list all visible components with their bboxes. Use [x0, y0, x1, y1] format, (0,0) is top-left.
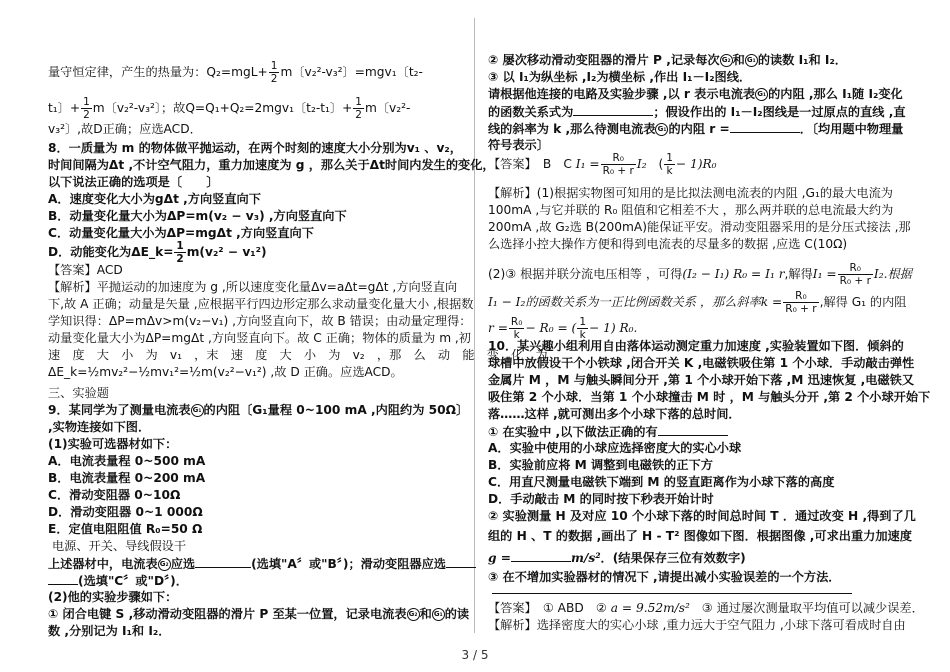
- ammeter-g1-icon: G₁: [755, 88, 768, 101]
- question-8-line: 时间间隔为Δt ,不计空气阻力，重力加速度为 g ，那么关于Δt时间内发生的变化，: [48, 158, 495, 172]
- option-a: A．电流表量程 0~500 mA: [48, 454, 206, 468]
- fraction: [783, 290, 818, 315]
- formula: − R₀ = (: [525, 321, 577, 335]
- option-b: B．电流表量程 0~200 mA: [48, 471, 206, 485]
- text-line: v₃²〕,故D正确；应选ACD．: [48, 122, 202, 136]
- text: ；假设作出的 I₁－I₂图线是一过原点的直线 ,直: [653, 105, 906, 119]
- formula: k =: [760, 295, 783, 309]
- ammeter-g1-icon: G₁: [432, 608, 445, 621]
- text: 上述器材中，电流表: [48, 557, 158, 571]
- question-9-line: ,实物连接如下图．: [48, 420, 151, 434]
- denominator: k: [666, 165, 673, 177]
- numerator: R₀: [510, 316, 523, 328]
- question-9-line: [48, 402, 468, 419]
- formula: I₁ =: [575, 157, 600, 171]
- text-line: [48, 96, 410, 121]
- text: 的读: [444, 607, 470, 621]
- question-9-line: [48, 572, 188, 590]
- step-line: [488, 52, 847, 69]
- explanation-line: 学知识得：ΔP=mΔv>m(v₂−v₁) ,方向竖直向下，故 B 错误；由动量定理得：: [48, 314, 472, 328]
- explanation-line: 下,故 A 正确；动量是矢量 ,应根据平行四边形定那么求动量变化量大小 ,根据数: [48, 297, 474, 311]
- explanation-line: 么选择小控大操作方便和得到电流表的尽量多的数据 ,应选 C(10Ω): [488, 237, 848, 251]
- text: ① 在实验中 ,以下做法正确的有: [488, 425, 658, 439]
- text: 的内阻 r =: [668, 122, 730, 136]
- answer-9: 【答案】 B C I₁ = $\frac{\text{R₀}}{\text{R₀ + r}}$ I₂ ( $\frac{1}{k}$ − 1)R₀: [488, 152, 717, 177]
- numerator: 1: [579, 316, 586, 328]
- numerator: 1: [270, 60, 278, 72]
- formula: (I₂ − I₁) R₀ = I₁ r: [682, 267, 785, 281]
- question-10-line: [488, 549, 746, 567]
- denominator: R₀ + r: [785, 303, 817, 315]
- question-10-line: ② 实验测量 H 及对应 10 个小球下落的时间总时间 T ．通过改变 H ,得到了几: [488, 509, 916, 523]
- denominator: R₀ + r: [839, 275, 871, 287]
- option-c: C．用直尺测量电磁铁下端到 M 的竖直距离作为小球下落的高度: [488, 475, 835, 489]
- answer-10: [488, 600, 924, 617]
- numerator: 1: [176, 240, 184, 252]
- answer-blank[interactable]: [658, 423, 728, 436]
- question-10-line: 吸住第 2 个小球．当第 1 个小球撞击 M 时 ，M 与触头分开 ,第 2 个小球开始下: [488, 390, 931, 404]
- text: ,解得 G₁ 的内阻: [819, 295, 907, 309]
- formula: g =: [488, 551, 511, 565]
- answer-blank[interactable]: [511, 549, 571, 562]
- step-line: [488, 86, 903, 103]
- text: 和: [732, 53, 745, 67]
- question-8-line: 以下说法正确的选项是〔 〕: [48, 175, 219, 189]
- ammeter-g1-icon: G₁: [191, 404, 204, 417]
- text: 和: [419, 607, 432, 621]
- fraction: [601, 152, 636, 177]
- option-b: B．实验前应将 M 调整到电磁铁的正下方: [488, 458, 713, 472]
- text: (选填"C〞或"D〞)．: [78, 574, 188, 588]
- option-a: A．速度变化大小为gΔt ,方向竖直向下: [48, 192, 261, 206]
- formula: I₁ =: [812, 267, 837, 281]
- answer: 【答案】ACD: [48, 263, 123, 277]
- option-e: E．定值电阻阻值 R₀=50 Ω: [48, 522, 203, 536]
- step-line: ③ 以 I₁为纵坐标 ,I₂为横坐标 ,作出 I₁－I₂图线．: [488, 70, 752, 84]
- text: ③ 通过屡次测量取平均值可以减少误差．: [701, 601, 924, 615]
- ammeter-g2-icon: G₂: [158, 558, 171, 571]
- question-10-line: [488, 423, 728, 441]
- text: 的内阻 ,那么 I₁随 I₂变化: [768, 87, 903, 101]
- option-c: C．滑动变阻器 0~10Ω: [48, 488, 181, 502]
- fraction-half: [269, 60, 280, 85]
- denominator: 2: [270, 73, 278, 85]
- text: ① 闭合电键 S ,移动滑动变阻器的滑片 P 至某一位置，记录电流表: [48, 607, 407, 621]
- answer-blank[interactable]: [48, 572, 78, 585]
- text-line: [48, 60, 423, 85]
- question-9-line: [48, 606, 469, 623]
- text: 的读数 I₁和 I₂．: [757, 53, 847, 67]
- text: 9．某同学为了测量电流表: [48, 403, 191, 417]
- question-10-line: 组的 H 、T 的数据 ,画出了 H - T² 图像如下图．根据图像 ,可求出重力加速度: [488, 529, 912, 543]
- text: 的内阻〔G₁量程 0~100 mA ,内阻约为 50Ω〕: [203, 403, 469, 417]
- question-9-line: 数 ,分别记为 I₁和 I₂．: [48, 624, 171, 638]
- text: 【答案】 B C: [488, 157, 572, 171]
- question-10-line: ③ 在不增加实验器材的情况下 ,请提出减小实验误差的一个方法．: [488, 570, 841, 584]
- option-c: C．动量变化量大小为ΔP=mgΔt ,方向竖直向下: [48, 226, 314, 240]
- question-9-line: (1)实验可选器材如下：: [48, 437, 178, 451]
- explanation-line: 【解析】平抛运动的加速度为 g ,所以速度变化量Δv=aΔt=gΔt ,方向竖直向: [48, 280, 458, 294]
- explanation-line: 200mA ,故 G₂选 B(200mA)能保证平安。滑动变阻器采用的是分压式接法 ,那: [488, 220, 911, 234]
- numerator: 1: [83, 96, 90, 108]
- fraction: [664, 152, 675, 177]
- explanation-line: 【解析】(1)根据实物图可知用的是比拟法测电流表的内阻 ,G₁的最大电流为: [488, 186, 893, 200]
- denominator: k: [513, 329, 520, 341]
- option-d: D．手动敲击 M 的同时按下秒表开始计时: [488, 492, 714, 506]
- text: ,解得: [784, 267, 813, 281]
- column-divider: [474, 18, 475, 633]
- answer-blank[interactable]: [446, 555, 476, 568]
- text: ．(结果保存三位有效数字): [600, 551, 746, 565]
- question-10-line: 落……这样 ,就可测出多个小球下落的总时间．: [488, 407, 741, 421]
- explanation-line: [488, 262, 912, 287]
- text: (选填"A〞或"B〞)；滑动变阻器应选: [251, 557, 446, 571]
- denominator: 2: [176, 253, 184, 265]
- answer-blank[interactable]: [730, 120, 800, 133]
- question-9-line: [48, 555, 476, 573]
- question-9-line: (2)他的实验步骤如下：: [48, 590, 178, 604]
- answer-blank[interactable]: [573, 103, 653, 116]
- text: 量守恒定律，产生的热量为：Q₂=mgL+: [48, 65, 268, 79]
- fraction-half: [81, 96, 92, 121]
- text: 请根据他连接的电路及实验步骤 ,以 r 表示电流表: [488, 87, 756, 101]
- formula: I₁ − I₂的函数关系为一正比例函数关系 ，那么斜率: [488, 295, 761, 309]
- text: D．动能变化为ΔE_k=: [48, 245, 174, 259]
- formula: m/s²: [570, 551, 601, 565]
- text: m〔v₂²-v₃²〕；故Q=Q₁+Q₂=2mgv₁〔t₂-t₁〕+: [92, 101, 353, 115]
- formula: − 1) R₀.: [589, 321, 638, 335]
- question-8-line: 8．一质量为 m 的物体做平抛运动，在两个时刻的速度大小分别为v₁ 、v₂，: [48, 141, 462, 155]
- answer-blank-line: [492, 593, 852, 594]
- text: m(v₂² − v₁²): [186, 245, 267, 259]
- ammeter-g2-icon: G₂: [407, 608, 420, 621]
- text-line: 电源、开关、导线假设干: [52, 539, 187, 553]
- question-10-line: 10．某兴趣小组利用自由落体运动测定重力加速度 ,实验装置如下图．倾斜的: [488, 339, 904, 353]
- numerator: 1: [355, 96, 362, 108]
- explanation-line: 动量变化量大小为ΔP=mgΔt ,方向竖直向下。故 C 正确；物体的质量为 m ,初: [48, 331, 471, 345]
- text: 的函数关系式为: [488, 105, 574, 119]
- fraction-half: [353, 96, 364, 121]
- explanation-line: 【解析】选择密度大的实心小球 ,重力远大于空气阻力 ,小球下落可看成时自由: [488, 618, 906, 632]
- numerator: R₀: [601, 152, 636, 165]
- step-line: [488, 103, 906, 121]
- option-b: B．动量变化量大小为ΔP=m(v₂ − v₃) ,方向竖直向下: [48, 209, 347, 223]
- denominator: k: [579, 329, 586, 341]
- text: 【答案】 ① ABD ②: [488, 601, 607, 615]
- explanation-line: ΔE_k=½mv₂²−½mv₁²=½m(v₂²−v₁²) ,故 D 正确。应选ACD。: [48, 365, 403, 379]
- step-line: 符号表示〕: [488, 138, 549, 152]
- text: 线的斜率为 k ,那么待测电流表: [488, 122, 656, 136]
- fraction: [838, 262, 873, 287]
- formula: I₂.根据: [873, 267, 912, 281]
- explanation-line: 100mA ,与它并联的 R₀ 阻值和它相差不大 ，那么两并联的总电流最大约为: [488, 203, 894, 217]
- option-d: D．滑动变阻器 0~1 000Ω: [48, 505, 203, 519]
- text: t₁〕+: [48, 101, 81, 115]
- text: ② 屡次移动滑动变阻器的滑片 P ,记录每次: [488, 53, 720, 67]
- denominator: R₀ + r: [602, 165, 634, 177]
- section-heading: 三、实验题: [48, 386, 109, 400]
- ammeter-g1-icon: G₁: [745, 54, 758, 67]
- option-a: A．实验中使用的小球应选择密度大的实心小球: [488, 441, 742, 455]
- denominator: 2: [83, 109, 90, 121]
- explanation-line: 速 度 大 小 为 v₁ ，末 速 度 大 小 为 v₂ ，那 么 动 能 变 化 为: [48, 348, 548, 362]
- ammeter-g2-icon: G₂: [720, 54, 733, 67]
- text: m〔v₂²-v₃²〕=mgv₁〔t₂-: [280, 65, 423, 79]
- numerator: R₀: [838, 262, 873, 275]
- numerator: 1: [666, 152, 673, 164]
- text: ．〔均用题中物理量: [799, 122, 904, 136]
- fraction-half: [174, 240, 185, 265]
- numerator: R₀: [783, 290, 818, 303]
- formula: r =: [488, 321, 508, 335]
- formula: − 1)R₀: [675, 157, 717, 171]
- text: 应选: [170, 557, 196, 571]
- question-10-line: 球槽中放假设干个小铁球 ,闭合开关 K ,电磁铁吸住第 1 个小球．手动敲击弹性: [488, 356, 915, 370]
- question-10-line: 金属片 M ，M 与触头瞬间分开 ,第 1 个小球开始下落 ,M 迅速恢复 ,电磁铁又: [488, 373, 915, 387]
- denominator: 2: [355, 109, 362, 121]
- step-line: [488, 120, 903, 138]
- formula: I₂: [636, 157, 647, 171]
- ammeter-g1-icon: G₁: [655, 123, 668, 136]
- formula: a = 9.52m/s²: [610, 601, 690, 615]
- answer-blank[interactable]: [195, 555, 251, 568]
- text: m〔v₂²-: [364, 101, 411, 115]
- text: (2)③ 根据并联分流电压相等 ，可得: [488, 267, 683, 281]
- explanation-line: [488, 290, 906, 315]
- page-number: 3 / 5: [461, 648, 489, 662]
